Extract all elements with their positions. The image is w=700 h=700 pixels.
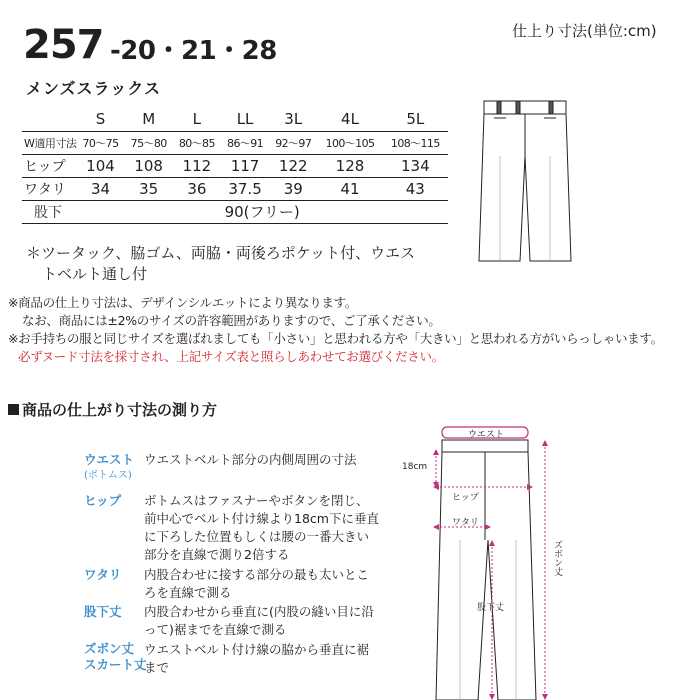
table-cell: 108～115	[383, 131, 448, 154]
measure-label-text: ズボン丈	[84, 641, 135, 656]
measure-desc-hip: ボトムスはファスナーやボタンを閉じ、前中心でベルト付け線より18cm下に垂直に下ろした位置もしくは腰の一番大きい部分を直線で測り2倍する	[144, 493, 379, 562]
measure-desc-waist: ウエストベルト部分の内側周囲の寸法	[144, 452, 357, 467]
table-cell: 100～105	[317, 131, 382, 154]
section-title	[8, 399, 217, 420]
measure-desc-inseam: 内股合わせから垂直に(内股の縫い目に沿って)裾までを直線で測る	[144, 604, 374, 637]
diagram-label-watari: ワタリ	[452, 518, 479, 528]
table-cell: 34	[76, 177, 124, 200]
row-label: W適用寸法	[22, 131, 76, 154]
table-row	[22, 154, 448, 177]
unit-note: 仕上り寸法(単位:cm)	[512, 22, 657, 40]
diagram-label-length: ズボン丈	[552, 540, 562, 576]
table-cell: 36	[173, 177, 221, 200]
table-cell: 117	[221, 154, 269, 177]
table-cell: 122	[269, 154, 317, 177]
table-cell: 112	[173, 154, 221, 177]
table-cell: 104	[76, 154, 124, 177]
table-cell: 37.5	[221, 177, 269, 200]
table-cell: 75～80	[125, 131, 173, 154]
feature-line: トベルト通し付	[42, 265, 148, 283]
table-cell: 92～97	[269, 131, 317, 154]
table-cell: 43	[383, 177, 448, 200]
inseam-value: 90(フリー)	[76, 200, 448, 223]
table-cell: 134	[383, 154, 448, 177]
diagram-label-waist: ウエスト	[468, 430, 505, 440]
table-cell: 80～85	[173, 131, 221, 154]
diagram-label-18cm: 18cm	[402, 462, 428, 472]
size-header-row	[22, 108, 448, 131]
table-cell: 39	[269, 177, 317, 200]
slacks-illustration	[470, 96, 580, 268]
table-row	[22, 177, 448, 200]
measure-label-hip: ヒップ	[84, 493, 122, 508]
measure-label-length	[84, 641, 147, 673]
notes	[8, 294, 698, 366]
table-cell: 128	[317, 154, 382, 177]
size-header-blank	[22, 108, 76, 131]
table-cell: 108	[125, 154, 173, 177]
table-row	[22, 200, 448, 223]
measure-label-sub: (ボトムス)	[84, 470, 132, 481]
table-cell: 70～75	[76, 131, 124, 154]
size-header: 5L	[383, 108, 448, 131]
size-header: L	[173, 108, 221, 131]
measure-desc-watari: 内股合わせに接する部分の最も太いところを直線で測る	[144, 567, 370, 600]
table-cell: 41	[317, 177, 382, 200]
measure-label-watari: ワタリ	[84, 567, 122, 582]
table-cell: 86～91	[221, 131, 269, 154]
note-line: なお、商品には±2%のサイズの許容範囲がありますので、ご了承ください。	[22, 313, 441, 328]
measure-label-waist	[84, 451, 134, 482]
measure-desc-length: ウエストベルト付け線の脇から垂直に裾まで	[144, 642, 370, 675]
model-variants: -20・21・28	[110, 36, 277, 66]
square-bullet-icon	[8, 404, 19, 415]
size-header: 3L	[269, 108, 317, 131]
product-name: メンズスラックス	[26, 79, 162, 98]
diagram-label-hip: ヒップ	[452, 493, 479, 503]
warning-text: 必ずヌード寸法を採寸され、上記サイズ表と照らしあわせてお選びください。	[18, 349, 444, 364]
note-line: ※お手持ちの服と同じサイズを選ばれましても「小さい」と思われる方や「大きい」と思われる方がいらっしゃいます。	[8, 331, 663, 346]
feature-text	[26, 243, 436, 285]
measure-label-text: スカート丈	[84, 657, 147, 672]
row-label: ヒップ	[22, 154, 76, 177]
row-label: 股下	[22, 200, 76, 223]
table-cell: 35	[125, 177, 173, 200]
feature-line: ＊ツータック、脇ゴム、両脇・両後ろポケット付、ウエス	[26, 244, 416, 262]
note-line: ※商品の仕上り寸法は、デザインシルエットにより異なります。	[8, 295, 358, 310]
warning-line	[14, 348, 450, 366]
row-label: ワタリ	[22, 177, 76, 200]
size-header: LL	[221, 108, 269, 131]
measurement-diagram	[400, 415, 570, 700]
measure-label-inseam: 股下丈	[84, 604, 122, 619]
table-row	[22, 131, 448, 154]
measure-label-text: ウエスト	[84, 452, 135, 467]
diagram-label-inseam: 股下丈	[477, 603, 505, 613]
size-header: S	[76, 108, 124, 131]
size-table	[22, 108, 448, 224]
size-header: M	[125, 108, 173, 131]
size-header: 4L	[317, 108, 382, 131]
section-title-text: 商品の仕上がり寸法の測り方	[22, 401, 218, 419]
model-number: 257	[23, 22, 104, 68]
